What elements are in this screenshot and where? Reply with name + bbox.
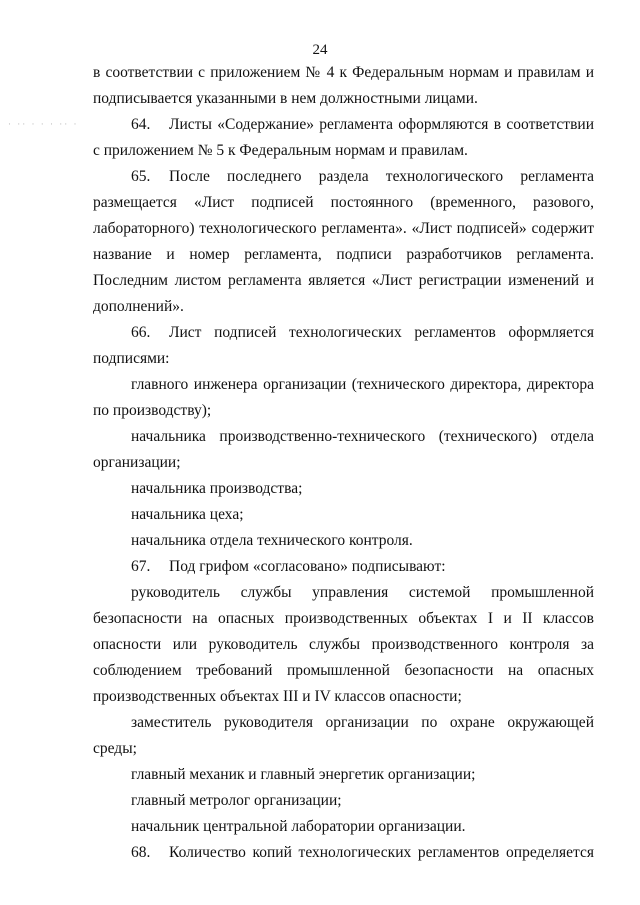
paragraph-number: 68.: [131, 844, 151, 861]
list-item: заместитель руководителя организации по охране окружающей среды;: [93, 714, 594, 757]
paragraph-text: Лист подписей технологических регламентов оформляется подписями:: [93, 324, 594, 367]
list-item: главного инженера организации (технического директора, директора по производству);: [93, 376, 594, 419]
list-item: начальника производства;: [131, 480, 303, 497]
paragraph-number: 67.: [131, 558, 151, 575]
paragraph-65: [93, 164, 594, 320]
page-number: 24: [312, 42, 328, 58]
paragraph-number: 65.: [131, 168, 151, 185]
paragraph-number: 64.: [131, 116, 151, 133]
paragraph-continuation: в соответствии с приложением № 4 к Федеральным нормам и правилам и подписывается указанными в нем должностными лицами.: [93, 64, 594, 107]
list-item: главный механик и главный энергетик организации;: [131, 766, 476, 783]
paragraph-text: Количество копий технологических регламентов определяется: [169, 844, 594, 861]
document-body: [93, 60, 594, 866]
margin-scan-noise: · ·· · · · ·· ·: [8, 119, 79, 129]
paragraph-64: [93, 112, 594, 164]
list-item: главный метролог организации;: [131, 792, 342, 809]
list-item: начальника производственно-технического (технического) отдела организации;: [93, 428, 594, 471]
paragraph-text: Под грифом «согласовано» подписывают:: [169, 558, 446, 575]
list-item: начальника цеха;: [131, 506, 244, 523]
list-item: начальника отдела технического контроля.: [131, 532, 413, 549]
paragraph-number: 66.: [131, 324, 151, 341]
list-item: руководитель службы управления системой промышленной безопасности на опасных производственных объектах I и II классов опасности или руководитель службы производственного контроля за соблюдением требований промышленной безопасности на опасных производственных объектах III и IV классов опасности;: [93, 584, 594, 705]
paragraph-66: [93, 320, 594, 372]
paragraph-text: После последнего раздела технологического регламента размещается «Лист подписей постоянного (временного, разового, лабораторного) технологического регламента». «Лист подписей» содержит название и номер регламента, подписи разработчиков регламента. Последним листом регламента является «Лист регистрации изменений и дополнений».: [93, 168, 594, 315]
paragraph-67: [93, 554, 594, 580]
paragraph-text: Листы «Содержание» регламента оформляются в соответствии с приложением № 5 к Федеральным нормам и правилам.: [93, 116, 594, 159]
list-item: начальник центральной лаборатории организации.: [131, 818, 466, 835]
paragraph-68: [93, 840, 594, 866]
